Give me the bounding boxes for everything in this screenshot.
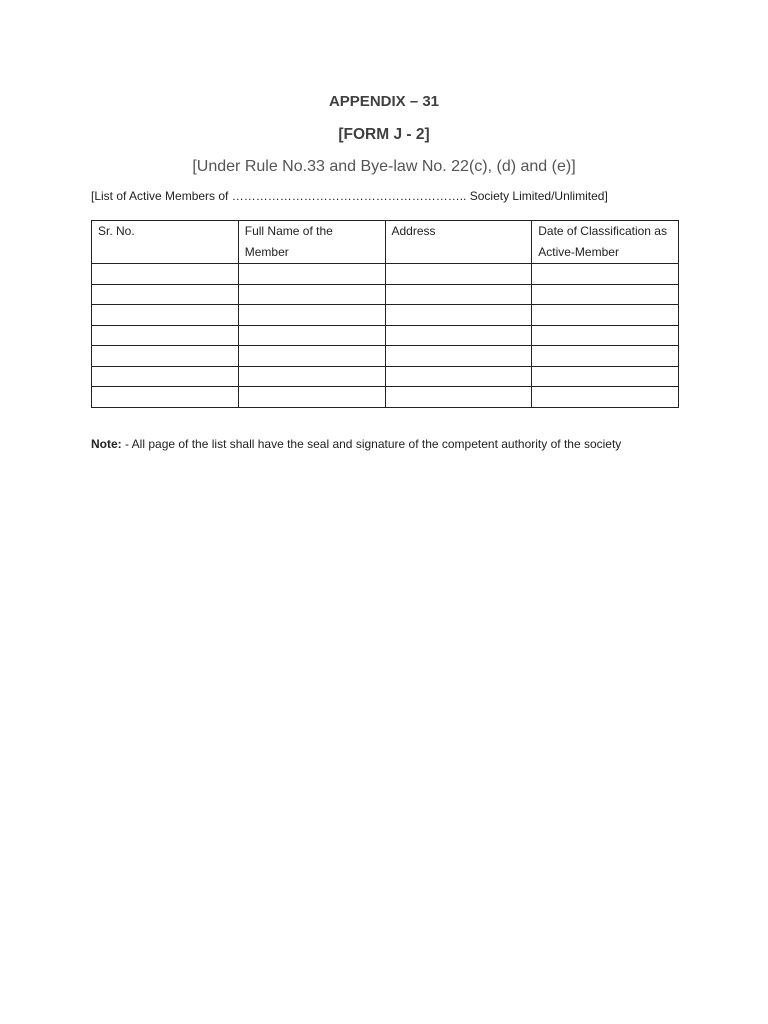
table-cell bbox=[238, 346, 385, 367]
table-cell bbox=[92, 305, 239, 326]
table-cell bbox=[92, 366, 239, 387]
table-cell bbox=[532, 387, 679, 408]
rule-reference: [Under Rule No.33 and Bye-law No. 22(c), (d) and (e)] bbox=[192, 158, 576, 175]
header-full-name: Full Name of the Member bbox=[238, 221, 385, 264]
table-cell bbox=[92, 264, 239, 285]
header-address: Address bbox=[385, 221, 532, 264]
table-cell bbox=[385, 366, 532, 387]
table-row bbox=[92, 305, 679, 326]
table-cell bbox=[385, 346, 532, 367]
table-cell bbox=[532, 346, 679, 367]
table-cell bbox=[238, 366, 385, 387]
note-text: - All page of the list shall have the seal and signature of the competent authority of the society bbox=[121, 437, 622, 451]
table-cell bbox=[532, 305, 679, 326]
table-cell bbox=[92, 346, 239, 367]
table-row bbox=[92, 284, 679, 305]
table-cell bbox=[385, 284, 532, 305]
table-row bbox=[92, 366, 679, 387]
table-cell bbox=[92, 284, 239, 305]
table-cell bbox=[238, 325, 385, 346]
table-cell bbox=[238, 284, 385, 305]
table-row bbox=[92, 325, 679, 346]
table-row bbox=[92, 264, 679, 285]
table-row bbox=[92, 346, 679, 367]
table-cell bbox=[532, 366, 679, 387]
table-cell bbox=[385, 387, 532, 408]
table-cell bbox=[385, 305, 532, 326]
header-sr-no: Sr. No. bbox=[92, 221, 239, 264]
table-cell bbox=[238, 305, 385, 326]
table-row bbox=[92, 387, 679, 408]
appendix-title: APPENDIX – 31 bbox=[328, 93, 440, 110]
table-cell bbox=[532, 284, 679, 305]
table-cell bbox=[532, 325, 679, 346]
active-members-table bbox=[91, 220, 679, 408]
table-cell bbox=[385, 264, 532, 285]
table-cell bbox=[238, 264, 385, 285]
list-caption: [List of Active Members of ………………………………………………….. Society Limited/Unlimited] bbox=[91, 189, 608, 203]
note-label: Note: bbox=[91, 437, 122, 451]
footnote bbox=[91, 437, 621, 451]
header-date-of-classification: Date of Classification as Active-Member bbox=[532, 221, 679, 264]
table-cell bbox=[238, 387, 385, 408]
table-cell bbox=[532, 264, 679, 285]
table-header-row bbox=[92, 221, 679, 264]
form-title: [FORM J - 2] bbox=[338, 126, 430, 143]
table-cell bbox=[92, 325, 239, 346]
table-cell bbox=[385, 325, 532, 346]
table-cell bbox=[92, 387, 239, 408]
